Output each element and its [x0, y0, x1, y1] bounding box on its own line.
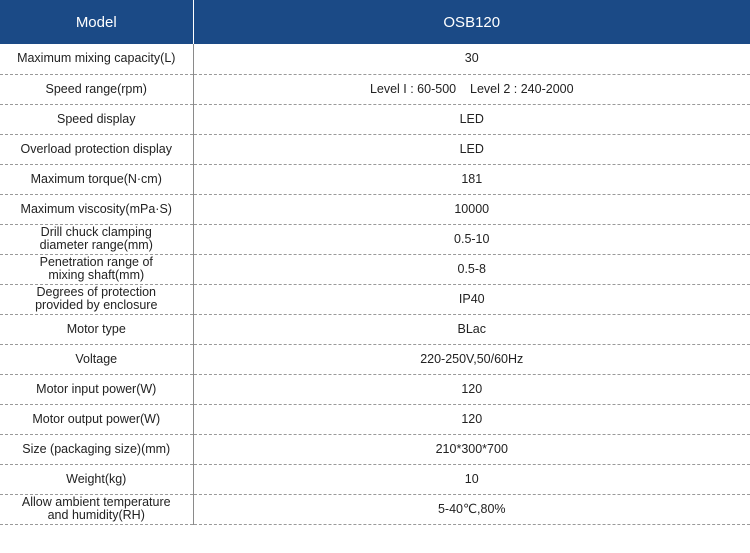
spec-value: LED [193, 134, 750, 164]
spec-value: 181 [193, 164, 750, 194]
table-row [0, 374, 750, 404]
spec-label: Motor type [0, 314, 193, 344]
table-row [0, 254, 750, 284]
spec-value: 120 [193, 404, 750, 434]
table-row [0, 314, 750, 344]
spec-value: 10 [193, 464, 750, 494]
spec-label: Degrees of protection provided by enclosure [0, 284, 193, 314]
spec-value: 10000 [193, 194, 750, 224]
table-row [0, 284, 750, 314]
table-row [0, 164, 750, 194]
spec-value: IP40 [193, 284, 750, 314]
table-row [0, 104, 750, 134]
spec-label: Motor output power(W) [0, 404, 193, 434]
table-row [0, 44, 750, 74]
table-row [0, 74, 750, 104]
table-row [0, 434, 750, 464]
header-model-value: OSB120 [193, 0, 750, 44]
spec-label: Speed display [0, 104, 193, 134]
spec-value: LED [193, 104, 750, 134]
spec-label: Maximum mixing capacity(L) [0, 44, 193, 74]
spec-label: Overload protection display [0, 134, 193, 164]
table-row [0, 404, 750, 434]
table-header-row [0, 0, 750, 44]
spec-label: Voltage [0, 344, 193, 374]
spec-label: Penetration range of mixing shaft(mm) [0, 254, 193, 284]
table-row [0, 344, 750, 374]
spec-value: 210*300*700 [193, 434, 750, 464]
table-row [0, 224, 750, 254]
spec-label: Motor input power(W) [0, 374, 193, 404]
spec-value: 0.5-8 [193, 254, 750, 284]
table-row [0, 134, 750, 164]
spec-label: Size (packaging size)(mm) [0, 434, 193, 464]
table-row [0, 494, 750, 524]
table-row [0, 464, 750, 494]
spec-value: 5-40℃,80% [193, 494, 750, 524]
spec-value: 30 [193, 44, 750, 74]
spec-label: Drill chuck clamping diameter range(mm) [0, 224, 193, 254]
spec-value: 220-250V,50/60Hz [193, 344, 750, 374]
spec-label: Allow ambient temperature and humidity(RH) [0, 494, 193, 524]
table-row [0, 194, 750, 224]
spec-table-body [0, 44, 750, 524]
spec-value: 120 [193, 374, 750, 404]
header-model-label: Model [0, 0, 193, 44]
spec-value: Level I : 60-500 Level 2 : 240-2000 [193, 74, 750, 104]
spec-label: Maximum viscosity(mPa·S) [0, 194, 193, 224]
spec-label: Maximum torque(N·cm) [0, 164, 193, 194]
spec-value: BLac [193, 314, 750, 344]
spec-value: 0.5-10 [193, 224, 750, 254]
spec-label: Speed range(rpm) [0, 74, 193, 104]
spec-label: Weight(kg) [0, 464, 193, 494]
